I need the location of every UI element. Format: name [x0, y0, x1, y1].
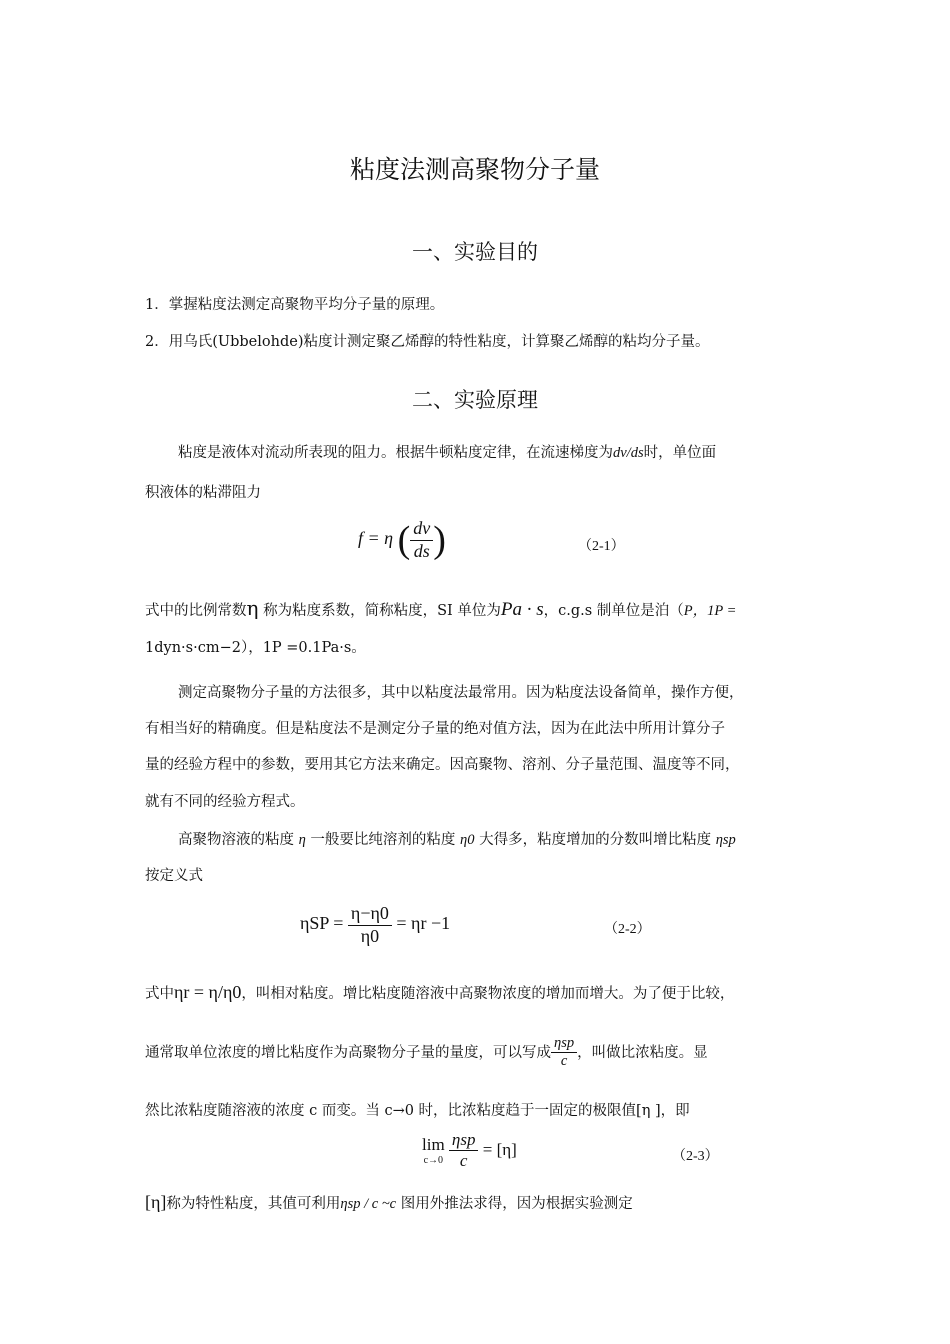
page-title: 粘度法测高聚物分子量 — [349, 155, 600, 184]
section-heading-objectives: 一、实验目的 — [412, 240, 538, 264]
equation-label: （2-1） — [578, 539, 625, 554]
paragraph-line: 式中ηr = η/η0，叫相对粘度。增比粘度随溶液中高聚物浓度的增加而增大。为了便于比较， — [145, 982, 735, 1002]
equation-2-1: f = η ( $\frac{dv}{ds}$ ) — [358, 518, 446, 562]
paragraph-line: [η]称为特性粘度，其值可利用ηsp / c ~c 图用外推法求得，因为根据实验测定 — [145, 1192, 633, 1212]
paragraph-line: 积液体的粘滞阻力 — [145, 485, 261, 501]
paragraph-line: 高聚物溶液的粘度 η 一般要比纯溶剂的粘度 η0 大得多，粘度增加的分数叫增比粘度 ηsp — [178, 832, 736, 848]
equation-label: （2-2） — [604, 922, 651, 937]
paragraph-line: 式中的比例常数η 称为粘度系数，简称粘度，SI 单位为Pa · s，c.g.s 制单位是泊（P，1P = — [145, 596, 737, 620]
objective-item: 1．掌握粘度法测定高聚物平均分子量的原理。 — [145, 297, 445, 313]
paragraph-line: 测定高聚物分子量的方法很多，其中以粘度法最常用。因为粘度法设备简单，操作方便， — [178, 685, 744, 701]
paragraph-line: 量的经验方程中的参数，要用其它方法来确定。因高聚物、溶剂、分子量范围、温度等不同， — [145, 757, 740, 773]
equation-2-3: lim c→0 $\frac{\text{ηsp}}{c}$ = [η] — [422, 1130, 517, 1171]
paragraph-line: 按定义式 — [145, 868, 203, 884]
objective-item: 2．用乌氏(Ubbelohde)粘度计测定聚乙烯醇的特性粘度，计算聚乙烯醇的粘均分子量。 — [145, 334, 710, 350]
section-heading-principle: 二、实验原理 — [412, 388, 538, 412]
equation-2-2: ηSP = $\frac{\eta-\eta 0}{\eta 0}$ = ηr −1 — [300, 903, 451, 946]
paragraph-line: 粘度是液体对流动所表现的阻力。根据牛顿粘度定律，在流速梯度为dv/ds时，单位面 — [178, 445, 717, 461]
paragraph-line: 有相当好的精确度。但是粘度法不是测定分子量的绝对值方法，因为在此法中所用计算分子 — [145, 721, 725, 737]
paragraph-line: 就有不同的经验方程式。 — [145, 794, 305, 810]
equation-label: （2-3） — [672, 1149, 719, 1164]
paragraph-line: 然比浓粘度随溶液的浓度 c 而变。当 c→0 时，比浓粘度趋于一固定的极限值[η ]，即 — [145, 1103, 690, 1119]
paragraph-line: 通常取单位浓度的增比粘度作为高聚物分子量的量度，可以写成 $\frac{\text{ηsp}}{c}$ ，叫做比浓粘度。显 — [145, 1035, 708, 1070]
paragraph-line: 1dyn·s·cm−2），1P =0.1Pa·s。 — [145, 640, 366, 656]
